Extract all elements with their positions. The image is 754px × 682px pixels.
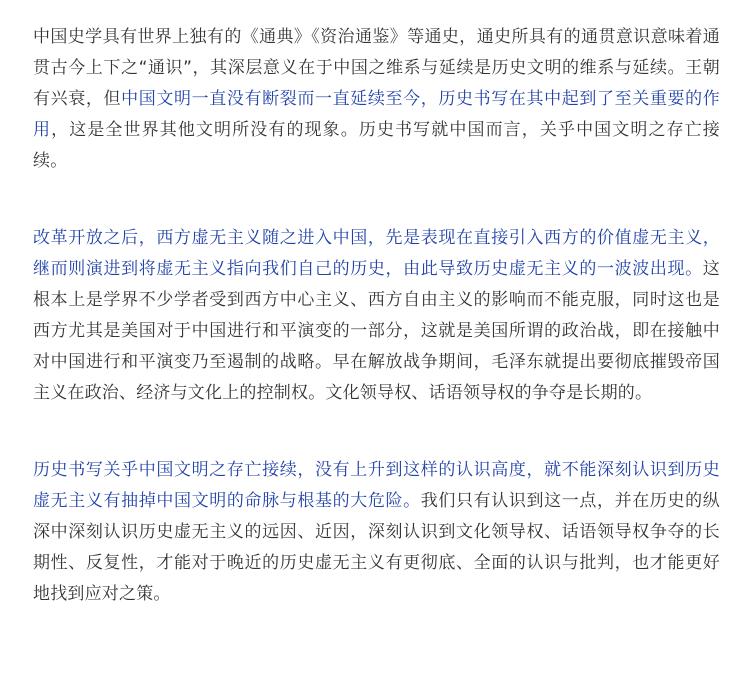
highlighted-text: 历史书写关乎中国文明之存亡接续，没有上升到这样的认识高度，就不能深刻认识到历史虚无主义有抽掉中国文明的命脉与根基的大危险。 [33,460,720,511]
highlighted-text: 改革开放之后，西方虚无主义随之进入中国，先是表现在直接引入西方的价值虚无主义，继而则演进到将虚无主义指向我们自己的历史，由此导致历史虚无主义的一波波出现。 [33,228,720,279]
text-segment: 这根本上是学界不少学者受到西方中心主义、西方自由主义的影响而不能克服，同时这也是西方尤其是美国对于中国进行和平演变的一部分，这就是美国所谓的政治战，即在接触中对中国进行和平演变乃至遏制的战略。早在解放战争期间，毛泽东就提出要彻底摧毁帝国主义在政治、经济与文化上的控制权。文化领导权、话语领导权的争夺是长期的。 [33,259,720,403]
paragraph-2 [33,223,720,409]
highlighted-text: 中国文明一直没有断裂而一直延续至今，历史书写在其中起到了至关重要的作用 [33,89,720,140]
text-segment: 我们只有认识到这一点，并在历史的纵深中深刻认识历史虚无主义的远因、近因，深刻认识到文化领导权、话语领导权争夺的长期性、反复性，才能对于晚近的历史虚无主义有更彻底、全面的认识与批判，也才能更好地找到应对之策。 [33,491,720,604]
paragraph-3 [33,455,720,610]
paragraph-1 [33,22,720,177]
text-segment: 中国史学具有世界上独有的《通典》《资治通鉴》等通史，通史所具有的通贯意识意味着通贯古今上下之“通识”，其深层意义在于中国之维系与延续是历史文明的维系与延续。王朝有兴衰，但 [33,27,720,109]
text-segment: ，这是全世界其他文明所没有的现象。历史书写就中国而言，关乎中国文明之存亡接续。 [33,120,720,171]
